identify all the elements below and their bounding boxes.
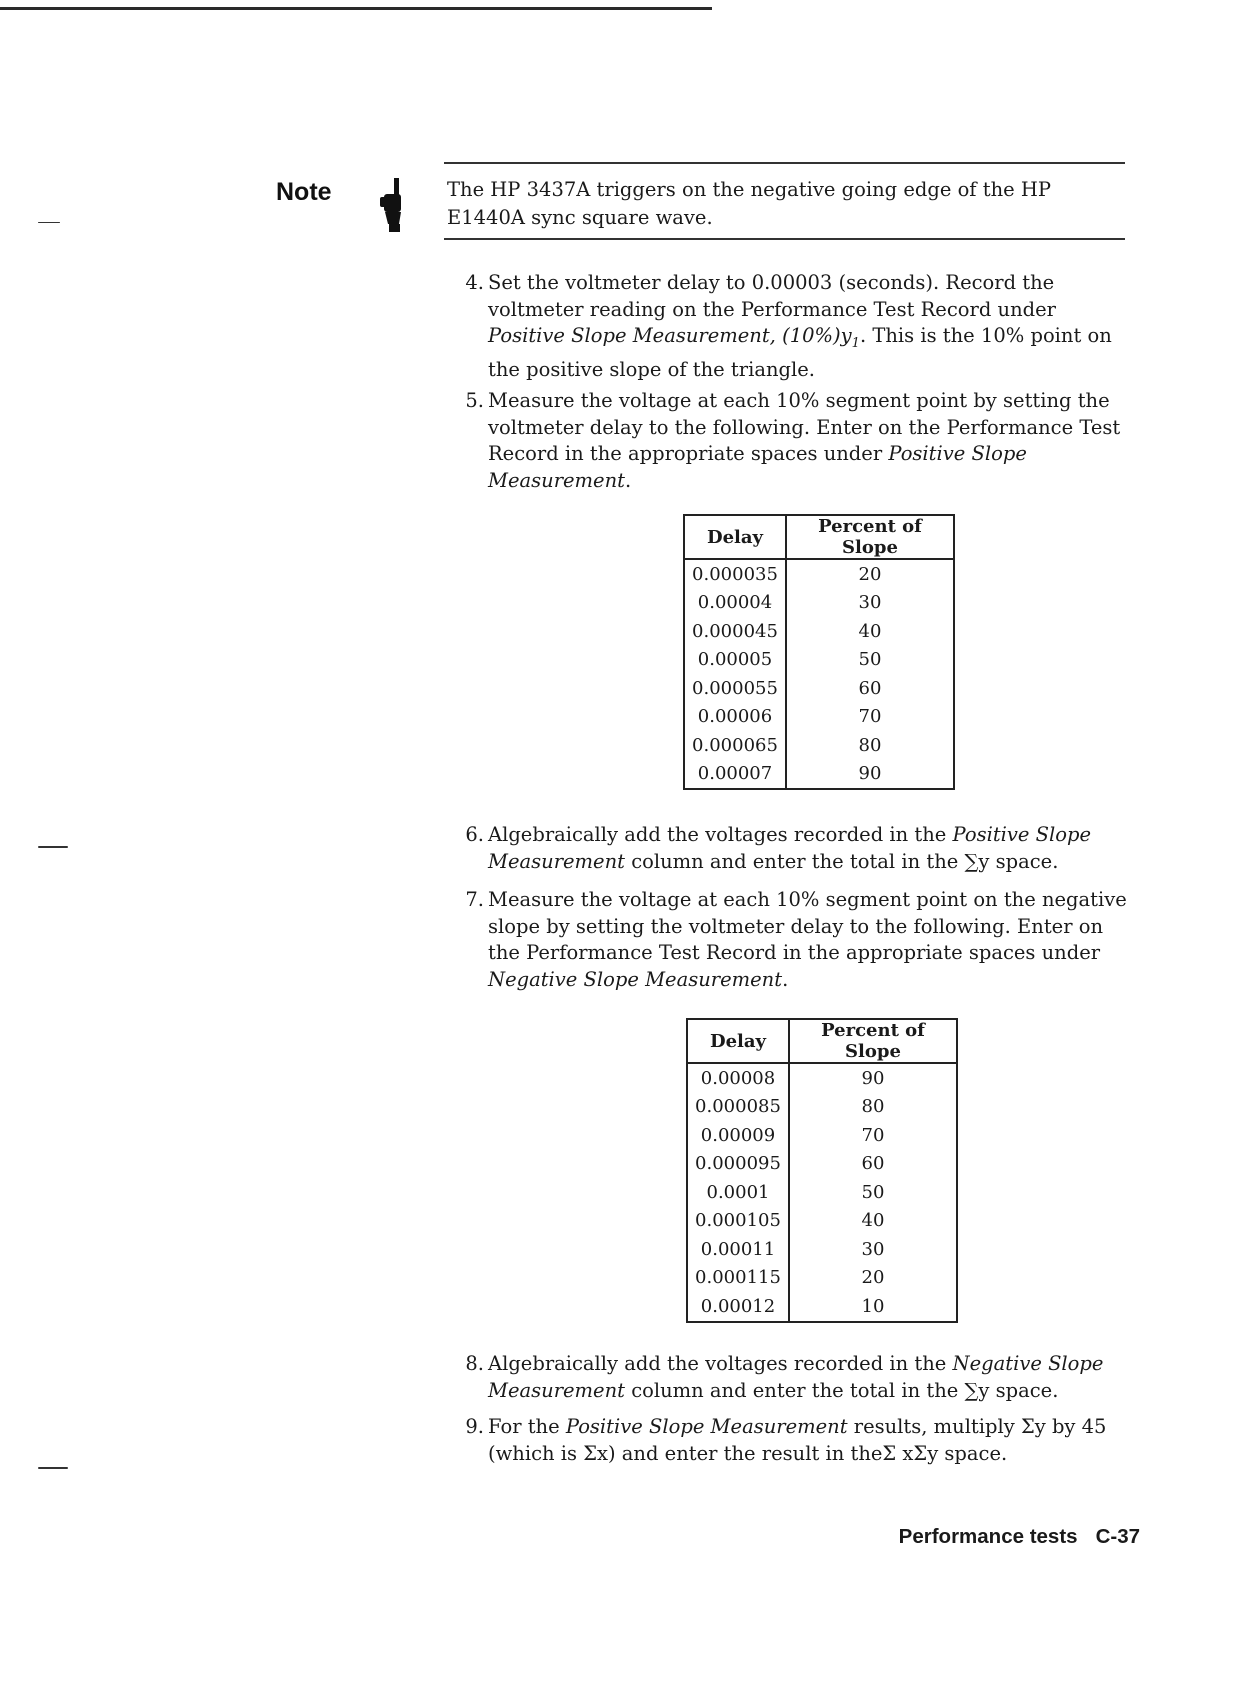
step-text: For the: [488, 1415, 566, 1438]
step-text: Algebraically add the voltages recorded in the: [488, 823, 953, 846]
step-text: .: [782, 967, 789, 991]
percent-cell: 60: [858, 677, 882, 699]
delay-cell: 0.000055: [684, 674, 786, 703]
step-emphasis: Positive Slope Measurement, (10%)y: [488, 324, 852, 347]
negative-slope-delay-table: [686, 1018, 958, 1323]
table-row: [687, 1063, 957, 1093]
step-text: results, multiply Σy by 45 (which is Σx) and enter the result in theΣ xΣy space.: [488, 1415, 1107, 1465]
binding-mark: [38, 222, 60, 223]
positive-slope-delay-table: [683, 514, 955, 790]
subscript: 1: [851, 335, 860, 351]
step-text: Measure the voltage at each 10% segment point on the negative slope by setting the voltmeter delay to the following. Enter on the Performance Test Record in the appropriate spaces under: [488, 888, 1127, 964]
percent-cell: 90: [861, 1067, 885, 1089]
delay-cell: 0.000035: [684, 559, 786, 589]
delay-cell: 0.000115: [687, 1264, 789, 1293]
percent-cell: 10: [861, 1295, 885, 1317]
step-number: 7.: [465, 888, 484, 911]
step-text: column and enter the total in the: [625, 849, 965, 873]
column-header: Percent of Slope: [786, 515, 954, 559]
step-number: 8.: [465, 1352, 484, 1375]
percent-cell: 70: [861, 1124, 885, 1146]
table-row: [684, 589, 954, 618]
table-row: [687, 1235, 957, 1264]
percent-cell: 80: [861, 1096, 885, 1118]
table-row: [687, 1121, 957, 1150]
step-text: .: [859, 324, 867, 347]
step-number: 4.: [465, 271, 484, 294]
step-text: This is the 10% point on the positive slope of the triangle.: [488, 324, 1112, 382]
percent-cell: 70: [858, 706, 882, 728]
percent-cell: 60: [861, 1153, 885, 1175]
step-emphasis: Negative Slope Measurement: [488, 1352, 1104, 1402]
step-number: 5.: [465, 389, 484, 412]
step-7: [452, 887, 1132, 993]
delay-cell: 0.000105: [687, 1207, 789, 1236]
percent-cell: 30: [858, 592, 882, 614]
table-row: [684, 731, 954, 760]
page-number: C-37: [1095, 1525, 1140, 1548]
step-number: 9.: [465, 1415, 484, 1438]
column-header: Delay: [684, 515, 786, 559]
delay-cell: 0.000095: [687, 1150, 789, 1179]
table-row: [687, 1150, 957, 1179]
delay-cell: 0.0001: [687, 1178, 789, 1207]
delay-cell: 0.000085: [687, 1093, 789, 1122]
pointing-hand-icon: [374, 178, 408, 234]
step-4: [452, 270, 1132, 384]
table-row: [684, 760, 954, 790]
column-header: Percent of Slope: [789, 1019, 957, 1063]
table-row: [687, 1178, 957, 1207]
binding-mark: [38, 846, 68, 848]
step-6: [452, 822, 1132, 875]
column-header: Delay: [687, 1019, 789, 1063]
delay-cell: 0.00011: [687, 1235, 789, 1264]
step-text: Set the voltmeter delay to 0.00003 (seconds). Record the voltmeter reading on the Performance Test Record under: [488, 271, 1056, 321]
page-footer: [899, 1525, 1140, 1549]
table-body: [684, 559, 954, 789]
step-emphasis: Positive Slope Measurement: [488, 823, 1092, 873]
step-text: column and enter the total in the: [625, 1378, 965, 1402]
step-text: ∑y space.: [964, 849, 1059, 873]
percent-cell: 90: [858, 763, 882, 785]
percent-cell: 30: [861, 1238, 885, 1260]
table-body: [687, 1063, 957, 1322]
step-9: [452, 1414, 1132, 1467]
percent-cell: 80: [858, 734, 882, 756]
table-row: [684, 559, 954, 589]
table-row: [684, 617, 954, 646]
step-text: Algebraically add the voltages recorded in the: [488, 1352, 953, 1375]
table-row: [687, 1207, 957, 1236]
top-rule: [0, 7, 712, 10]
table-header-row: [687, 1019, 957, 1063]
table-row: [684, 646, 954, 675]
delay-cell: 0.00006: [684, 703, 786, 732]
delay-cell: 0.00009: [687, 1121, 789, 1150]
step-8: [452, 1351, 1132, 1404]
delay-cell: 0.00012: [687, 1292, 789, 1322]
step-text: Measure the voltage at each 10% segment point by setting the voltmeter delay to the following. Enter on the Performance Test Record in the appropriate spaces under: [488, 389, 1121, 465]
table-row: [687, 1093, 957, 1122]
table-row: [687, 1264, 957, 1293]
delay-cell: 0.00004: [684, 589, 786, 618]
step-emphasis: Positive Slope Measurement: [565, 1415, 848, 1438]
delay-cell: 0.00008: [687, 1063, 789, 1093]
delay-cell: 0.00005: [684, 646, 786, 675]
binding-mark: [38, 1467, 68, 1469]
table-row: [684, 674, 954, 703]
footer-section: Performance tests: [898, 1525, 1078, 1548]
table-row: [684, 703, 954, 732]
delay-cell: 0.000065: [684, 731, 786, 760]
percent-cell: 20: [861, 1267, 885, 1289]
percent-cell: 50: [858, 649, 882, 671]
table-header-row: [684, 515, 954, 559]
step-number: 6.: [465, 823, 484, 846]
step-emphasis: Negative Slope Measurement: [488, 967, 783, 991]
note-text: The HP 3437A triggers on the negative going edge of the HP E1440A sync square wave.: [444, 162, 1125, 240]
step-emphasis: Positive Slope Measurement: [488, 442, 1027, 492]
delay-cell: 0.000045: [684, 617, 786, 646]
percent-cell: 20: [858, 563, 882, 585]
percent-cell: 40: [858, 620, 882, 642]
step-text: .: [625, 468, 632, 492]
step-text: ∑y space.: [964, 1378, 1059, 1402]
table-row: [687, 1292, 957, 1322]
delay-cell: 0.00007: [684, 760, 786, 790]
step-5: [452, 388, 1132, 494]
percent-cell: 40: [861, 1210, 885, 1232]
percent-cell: 50: [861, 1181, 885, 1203]
note-label: Note: [276, 178, 332, 206]
